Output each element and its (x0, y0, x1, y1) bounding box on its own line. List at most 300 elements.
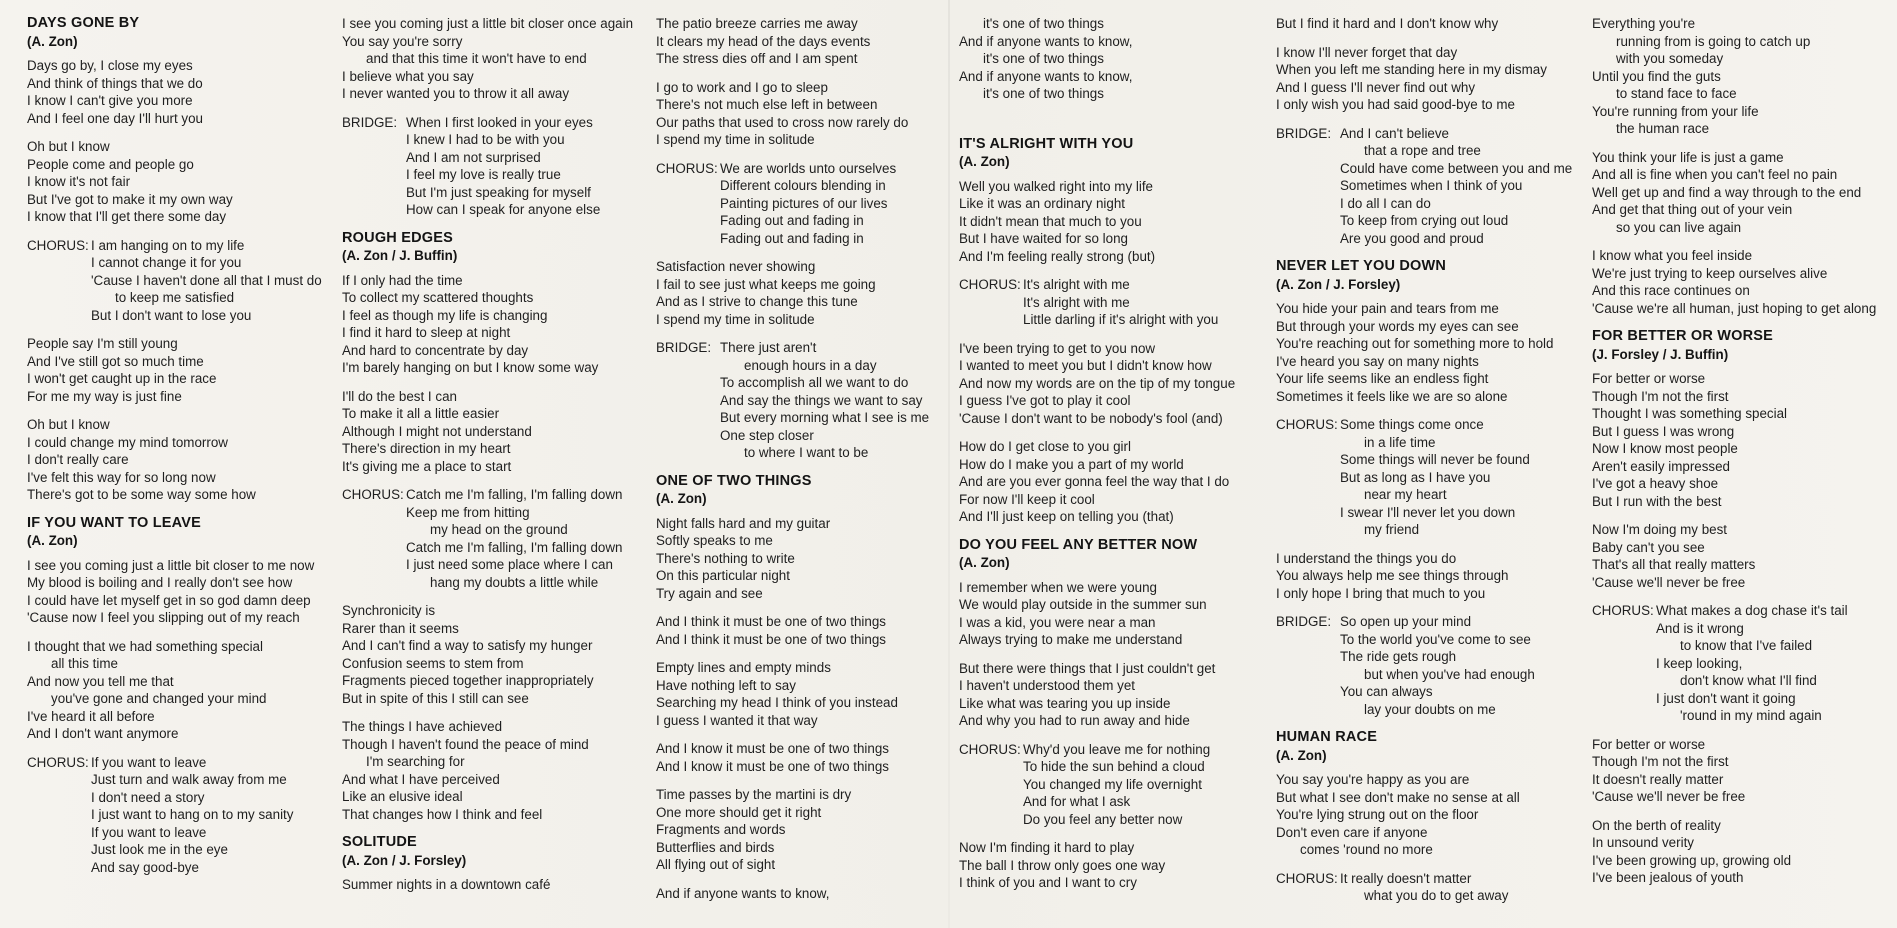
lyric-line: Some things come once (1340, 417, 1484, 432)
lyric-line: And I'm feeling really strong (but) (959, 248, 1156, 264)
lyric-line: And as I strive to change this tune (656, 294, 858, 309)
lyric-line: But in spite of this I still can see (342, 690, 529, 706)
lyric-line: Satisfaction never showing (656, 259, 816, 274)
lyric-line: I've been jealous of youth (1592, 870, 1744, 885)
lyric-line: You're running from your life (1592, 103, 1759, 119)
song-title: IT'S ALRIGHT WITH YOU (959, 135, 1134, 152)
lyric-stanza (342, 876, 642, 894)
lyric-line: I see you coming just a little bit closer to me now (27, 557, 315, 573)
lyric-line: To accomplish all we want to do (720, 375, 909, 390)
lyric-line: I haven't understood them yet (959, 678, 1136, 693)
lyric-line: When you left me standing here in my dismay (1276, 62, 1547, 77)
lyric-line: There's got to be some way some how (27, 487, 256, 502)
lyric-line: I think of you and I want to cry (959, 875, 1137, 890)
lyric-line: It really doesn't matter (1340, 870, 1472, 886)
lyric-line: 'Cause I don't want to be nobody's fool (and) (959, 410, 1223, 426)
song-credit: (A. Zon / J. Buffin) (342, 248, 458, 263)
lyric-line: to know that I've failed (1680, 638, 1813, 653)
lyric-line: I'll do the best I can (342, 388, 457, 404)
lyric-line: I thought that we had something special (27, 638, 263, 654)
lyric-line: Some things will never be found (1340, 452, 1530, 467)
lyric-section (1276, 870, 1576, 905)
lyric-line: For me my way is just fine (27, 388, 182, 404)
lyric-stanza (27, 335, 327, 405)
lyric-line: Catch me I'm falling, I'm falling down (406, 487, 623, 502)
lyric-stanza (959, 839, 1259, 892)
lyric-line: I am hanging on to my life (91, 237, 245, 253)
lyric-line: And I guess I'll never find out why (1276, 79, 1476, 95)
lyric-line: Now I know most people (1592, 441, 1738, 456)
lyric-line: That changes how I think and feel (342, 806, 543, 822)
lyric-stanza (656, 258, 956, 328)
song-credit: (J. Forsley / J. Buffin) (1592, 346, 1729, 362)
lyric-stanza (656, 786, 956, 874)
lyric-line: How do I make you a part of my world (959, 456, 1184, 472)
lyric-line: And if anyone wants to know, (959, 68, 1133, 84)
lyric-line: I know I'll never forget that day (1276, 44, 1458, 60)
lyric-line: I've heard it all before (27, 708, 155, 724)
lyric-stanza (656, 885, 956, 903)
lyric-line: But I'm just speaking for myself (406, 184, 591, 200)
section-lyrics (1023, 276, 1259, 329)
lyric-line: And I know it must be one of two things (656, 758, 889, 774)
lyric-line: There's nothing to write (656, 550, 795, 566)
lyric-stanza (1592, 736, 1892, 806)
lyric-stanza (959, 15, 1259, 103)
lyric-stanza (27, 638, 327, 743)
lyric-line: And say good-bye (91, 859, 199, 875)
lyric-line: One step closer (720, 427, 814, 443)
lyric-stanza (959, 660, 1259, 730)
lyric-line: I don't really care (27, 452, 129, 467)
lyric-line: I don't need a story (91, 789, 205, 805)
lyric-line: I wanted to meet you but I didn't know how (959, 358, 1212, 373)
lyric-line: And what I have perceived (342, 771, 500, 787)
section-lyrics (720, 160, 956, 248)
section-label: BRIDGE: (342, 114, 398, 130)
lyric-line: But I don't want to lose you (91, 307, 252, 323)
lyric-line: You say you're sorry (342, 33, 463, 49)
section-lyrics (1656, 602, 1892, 725)
lyric-line: I feel my love is really true (406, 167, 561, 182)
lyric-line: Synchronicity is (342, 603, 436, 618)
song-credit: (A. Zon / J. Forsley) (1276, 276, 1401, 292)
lyric-line: But as long as I have you (1340, 469, 1491, 485)
lyric-line: And all is fine when you can't feel no pain (1592, 167, 1838, 182)
section-lyrics (1340, 613, 1576, 718)
song-title: FOR BETTER OR WORSE (1592, 328, 1774, 344)
lyric-line: To collect my scattered thoughts (342, 290, 534, 305)
lyric-line: I could have let myself get in so god damn deep (27, 592, 311, 608)
lyric-line: And why you had to run away and hide (959, 713, 1190, 728)
lyric-section (27, 754, 327, 877)
lyric-line: Although I might not understand (342, 423, 532, 439)
lyric-line: 'round in my mind again (1680, 708, 1822, 723)
lyric-line: my friend (1364, 522, 1420, 537)
lyric-section (656, 339, 956, 462)
lyric-stanza (342, 15, 642, 103)
lyric-line: Night falls hard and my guitar (656, 515, 831, 531)
lyric-line: it's one of two things (983, 16, 1104, 31)
lyric-line: You can always (1340, 684, 1433, 699)
lyric-line: There's not much else left in between (656, 97, 878, 112)
lyrics-column-6 (1592, 15, 1892, 898)
lyric-line: People say I'm still young (27, 336, 178, 351)
lyric-section (1276, 613, 1576, 718)
lyric-line: Rarer than it seems (342, 620, 459, 636)
lyric-line: but when you've had enough (1364, 666, 1535, 682)
lyric-line: Our paths that used to cross now rarely do (656, 114, 909, 130)
lyric-line: It's alright with me (1023, 294, 1130, 310)
lyric-line: On the berth of reality (1592, 817, 1721, 833)
song-credit: (A. Zon) (1276, 747, 1327, 763)
lyric-line: I believe what you say (342, 68, 474, 84)
lyric-section (342, 114, 642, 219)
lyric-line: Could have come between you and me (1340, 160, 1573, 176)
lyric-line: I know what you feel inside (1592, 248, 1753, 263)
lyric-line: I've got a heavy shoe (1592, 476, 1719, 491)
lyric-line: Though I'm not the first (1592, 388, 1729, 404)
section-label: CHORUS: (959, 277, 1021, 292)
lyric-line: You think your life is just a game (1592, 149, 1784, 165)
lyric-stanza (656, 515, 956, 603)
lyric-stanza (656, 79, 956, 149)
lyric-line: I fail to see just what keeps me going (656, 276, 876, 292)
lyric-line: I remember when we were young (959, 579, 1157, 595)
lyric-line: 'Cause I haven't done all that I must do (91, 272, 322, 288)
lyric-line: You always help me see things through (1276, 568, 1509, 583)
lyric-line: I see you coming just a little bit closer once again (342, 16, 634, 31)
lyric-stanza (1592, 817, 1892, 887)
lyric-section (959, 741, 1259, 829)
section-lyrics (1340, 125, 1576, 248)
section-label: CHORUS: (1592, 603, 1654, 618)
lyric-line: Fading out and fading in (720, 230, 864, 246)
section-label: CHORUS: (1276, 417, 1338, 432)
lyric-section (656, 160, 956, 248)
section-lyrics (1340, 416, 1576, 539)
lyric-line: But through your words my eyes can see (1276, 318, 1519, 334)
lyric-line: So open up your mind (1340, 614, 1472, 629)
lyric-line: We are worlds unto ourselves (720, 160, 897, 176)
lyric-line: I've been growing up, growing old (1592, 852, 1792, 868)
lyric-line: don't know what I'll find (1680, 673, 1817, 688)
lyric-stanza (1592, 247, 1892, 317)
lyrics-column-1 (27, 15, 327, 887)
lyric-line: running from is going to catch up (1616, 33, 1811, 49)
lyric-line: But I guess I was wrong (1592, 423, 1735, 439)
lyric-line: One more should get it right (656, 804, 822, 820)
lyric-line: in a life time (1364, 434, 1436, 450)
song-credit: (A. Zon) (959, 555, 1010, 570)
lyric-stanza (1276, 15, 1576, 33)
lyric-line: Like an elusive ideal (342, 789, 463, 804)
lyric-line: On this particular night (656, 568, 790, 583)
lyric-line: Sometimes when I think of you (1340, 178, 1523, 193)
song-title: DAYS GONE BY (27, 15, 140, 31)
lyric-line: Do you feel any better now (1023, 811, 1183, 827)
lyric-line: There's direction in my heart (342, 441, 511, 456)
lyric-line: Now I'm finding it hard to play (959, 840, 1135, 855)
lyric-line: I just need some place where I can (406, 557, 613, 572)
lyric-line: In unsound verity (1592, 835, 1694, 850)
lyric-line: Though I haven't found the peace of mind (342, 736, 589, 752)
section-lyrics (1340, 870, 1576, 905)
lyric-line: To make it all a little easier (342, 406, 500, 421)
section-lyrics (1023, 741, 1259, 829)
lyric-line: But every morning what I see is me (720, 410, 930, 425)
lyric-line: Searching my head I think of you instead (656, 695, 898, 710)
lyric-line: Fragments and words (656, 822, 786, 837)
lyric-stanza (1276, 300, 1576, 405)
lyric-line: Summer nights in a downtown café (342, 877, 551, 892)
lyric-line: Like what was tearing you up inside (959, 695, 1171, 711)
lyric-line: That's all that really matters (1592, 557, 1756, 572)
lyric-line: The ride gets rough (1340, 649, 1457, 664)
lyric-line: I've heard you say on many nights (1276, 353, 1479, 369)
song-credit: (A. Zon) (656, 491, 707, 506)
section-label: BRIDGE: (656, 340, 712, 355)
lyric-line: 'Cause we'll never be free (1592, 789, 1746, 804)
lyric-line: Confusion seems to stem from (342, 655, 524, 671)
lyric-line: There just aren't (720, 340, 817, 355)
lyric-line: to stand face to face (1616, 86, 1737, 101)
lyric-line: Different colours blending in (720, 178, 886, 193)
song-title: ONE OF TWO THINGS (656, 472, 812, 489)
lyric-stanza (959, 579, 1259, 649)
lyric-line: 'Cause now I feel you slipping out of my reach (27, 610, 300, 625)
lyric-stanza (656, 659, 956, 729)
lyric-line: If you want to leave (91, 754, 207, 770)
lyric-line: How do I get close to you girl (959, 439, 1131, 454)
lyric-line: Why'd you leave me for nothing (1023, 741, 1211, 757)
lyric-line: I knew I had to be with you (406, 132, 565, 147)
lyric-line: near my heart (1364, 487, 1447, 502)
lyric-line: I keep looking, (1656, 655, 1743, 671)
lyric-line: It doesn't really matter (1592, 771, 1724, 787)
lyric-stanza (959, 438, 1259, 526)
lyric-line: Baby can't you see (1592, 539, 1705, 555)
lyric-line: I never wanted you to throw it all away (342, 86, 570, 101)
lyrics-column-5 (1276, 15, 1576, 916)
lyric-line: It clears my head of the days events (656, 33, 871, 49)
lyric-stanza (656, 740, 956, 775)
lyric-line: so you can live again (1616, 219, 1742, 235)
section-label: BRIDGE: (1276, 125, 1332, 141)
lyric-line: hang my doubts a little while (430, 574, 599, 590)
lyric-line: And say the things we want to say (720, 392, 923, 408)
lyric-line: I've felt this way for so long now (27, 469, 216, 485)
lyrics-column-3 (656, 15, 956, 913)
lyric-line: Don't even care if anyone (1276, 824, 1428, 840)
lyric-line: How can I speak for anyone else (406, 202, 601, 217)
lyric-line: I've been trying to get to you now (959, 340, 1156, 356)
lyric-line: I know that I'll get there some day (27, 209, 227, 224)
lyric-line: you've gone and changed your mind (51, 691, 267, 706)
song-title: DO YOU FEEL ANY BETTER NOW (959, 536, 1198, 553)
lyric-line: But I run with the best (1592, 493, 1722, 509)
lyric-line: I know it's not fair (27, 174, 131, 189)
lyric-line: I cannot change it for you (91, 255, 242, 270)
lyric-line: I'm barely hanging on but I know some way (342, 360, 599, 375)
lyric-line: Until you find the guts (1592, 68, 1721, 84)
lyric-line: But I've got to make it my own way (27, 191, 233, 207)
lyric-line: I just don't want it going (1656, 690, 1796, 706)
lyric-stanza (1592, 15, 1892, 138)
section-label: BRIDGE: (1276, 614, 1332, 629)
lyric-line: If I only had the time (342, 272, 463, 288)
lyric-line: my head on the ground (430, 522, 568, 537)
song-title: SOLITUDE (342, 834, 417, 850)
lyric-line: The stress dies off and I am spent (656, 51, 858, 66)
lyric-line: Keep me from hitting (406, 504, 530, 520)
lyric-line: But I find it hard and I don't know why (1276, 16, 1499, 31)
lyric-line: to where I want to be (744, 445, 869, 460)
lyric-line: Fragments pieced together inappropriately (342, 673, 594, 688)
lyric-line: I just want to hang on to my sanity (91, 807, 294, 822)
section-lyrics (720, 339, 956, 462)
lyric-line: I spend my time in solitude (656, 311, 815, 327)
lyrics-column-2 (342, 15, 642, 905)
lyric-line: Days go by, I close my eyes (27, 58, 193, 73)
lyric-line: with you someday (1616, 51, 1724, 66)
lyric-line: Though I'm not the first (1592, 754, 1729, 769)
lyric-line: And get that thing out of your vein (1592, 202, 1793, 217)
lyric-line: Empty lines and empty minds (656, 660, 831, 675)
lyric-stanza (342, 718, 642, 823)
lyric-line: And are you ever gonna feel the way that I do (959, 474, 1230, 489)
lyric-stanza (342, 602, 642, 707)
lyric-line: I find it hard to sleep at night (342, 325, 511, 340)
lyric-stanza (27, 557, 327, 627)
lyric-line: I won't get caught up in the race (27, 371, 217, 386)
lyric-section (1276, 125, 1576, 248)
lyric-line: We would play outside in the summer sun (959, 597, 1207, 612)
lyric-line: I do all I can do (1340, 195, 1431, 211)
lyric-line: And I can't believe (1340, 125, 1450, 141)
lyric-line: You hide your pain and tears from me (1276, 301, 1499, 316)
section-label: CHORUS: (27, 237, 89, 253)
lyric-stanza (656, 15, 956, 68)
lyric-line: We're just trying to keep ourselves alive (1592, 265, 1828, 281)
lyric-line: Just look me in the eye (91, 842, 228, 857)
lyric-line: 'Cause we'll never be free (1592, 574, 1746, 590)
section-lyrics (406, 114, 642, 219)
song-title: NEVER LET YOU DOWN (1276, 258, 1447, 274)
lyric-line: And I think it must be one of two things (656, 631, 887, 647)
lyric-line: it's one of two things (983, 86, 1104, 101)
lyric-line: Well you walked right into my life (959, 178, 1153, 194)
lyric-line: I could change my mind tomorrow (27, 434, 228, 450)
lyric-line: Try again and see (656, 585, 763, 601)
lyric-line: Little darling if it's alright with you (1023, 312, 1219, 327)
lyric-line: Oh but I know (27, 139, 110, 154)
lyric-line: You're reaching out for something more to hold (1276, 336, 1554, 351)
lyric-line: I only hope I bring that much to you (1276, 585, 1486, 601)
lyric-section (1276, 416, 1576, 539)
song-title: HUMAN RACE (1276, 729, 1378, 745)
section-spacer (959, 114, 1259, 136)
lyric-line: And now my words are on the tip of my tongue (959, 375, 1236, 391)
lyric-line: and that this time it won't have to end (366, 51, 587, 66)
lyric-stanza (27, 57, 327, 127)
lyric-line: The patio breeze carries me away (656, 16, 858, 31)
lyric-line: The ball I throw only goes one way (959, 857, 1166, 873)
song-title: ROUGH EDGES (342, 229, 453, 246)
section-label: CHORUS: (1276, 870, 1338, 886)
lyric-line: I understand the things you do (1276, 550, 1457, 566)
lyric-line: I know I can't give you more (27, 93, 193, 108)
lyric-line: And if anyone wants to know, (959, 33, 1133, 49)
lyric-line: I guess I've got to play it cool (959, 393, 1131, 408)
lyric-stanza (1276, 44, 1576, 114)
lyric-line: And now you tell me that (27, 673, 174, 689)
section-label: CHORUS: (342, 487, 404, 502)
lyric-line: And I think it must be one of two things (656, 614, 887, 629)
lyric-line: Like it was an ordinary night (959, 196, 1125, 211)
lyric-stanza (27, 138, 327, 226)
lyric-line: To hide the sun behind a cloud (1023, 759, 1205, 774)
lyric-line: I feel as though my life is changing (342, 307, 548, 323)
lyric-stanza (27, 416, 327, 504)
lyric-line: Oh but I know (27, 417, 110, 432)
lyric-line: I swear I'll never let you down (1340, 504, 1516, 520)
lyric-line: All flying out of sight (656, 857, 776, 872)
lyric-line: Fading out and fading in (720, 213, 864, 228)
lyric-section (342, 486, 642, 591)
lyric-line: The things I have achieved (342, 719, 503, 734)
lyric-line: that a rope and tree (1364, 143, 1481, 158)
lyric-stanza (1276, 771, 1576, 859)
lyric-line: Your life seems like an endless fight (1276, 371, 1489, 386)
lyric-line: enough hours in a day (744, 357, 877, 373)
song-credit: (A. Zon / J. Forsley) (342, 852, 467, 868)
lyric-line: For now I'll keep it cool (959, 491, 1095, 507)
section-lyrics (91, 754, 327, 877)
section-lyrics (91, 237, 327, 325)
lyric-line: what you do to get away (1364, 888, 1509, 903)
lyric-line: Painting pictures of our lives (720, 195, 888, 211)
lyric-line: Time passes by the martini is dry (656, 787, 852, 802)
lyric-line: Now I'm doing my best (1592, 522, 1728, 537)
section-label: CHORUS: (959, 741, 1021, 757)
lyric-line: Aren't easily impressed (1592, 458, 1731, 474)
lyric-line: lay your doubts on me (1364, 701, 1496, 717)
lyric-line: Softly speaks to me (656, 533, 773, 548)
lyric-line: And I don't want anymore (27, 726, 179, 741)
lyric-line: When I first looked in your eyes (406, 114, 593, 130)
lyric-stanza (1592, 521, 1892, 591)
lyric-line: comes 'round no more (1300, 842, 1433, 857)
song-credit: (A. Zon) (27, 533, 78, 548)
lyric-line: And I am not surprised (406, 149, 541, 165)
lyric-line: Everything you're (1592, 16, 1696, 31)
lyric-line: I only wish you had said good-bye to me (1276, 97, 1515, 112)
lyric-stanza (959, 178, 1259, 266)
lyric-line: And I'll just keep on telling you (that) (959, 509, 1174, 524)
lyric-line: 'Cause we're all human, just hoping to get along (1592, 300, 1877, 316)
lyric-stanza (959, 340, 1259, 428)
lyric-line: I was a kid, you were near a man (959, 614, 1156, 630)
lyric-stanza (1592, 149, 1892, 237)
section-label: CHORUS: (27, 754, 89, 770)
lyric-line: You changed my life overnight (1023, 776, 1202, 792)
lyric-line: Always trying to make me understand (959, 632, 1183, 647)
lyric-line: It's giving me a place to start (342, 458, 512, 474)
lyric-line: You say you're happy as you are (1276, 772, 1470, 787)
lyric-line: Are you good and proud (1340, 230, 1484, 246)
lyric-stanza (656, 613, 956, 648)
